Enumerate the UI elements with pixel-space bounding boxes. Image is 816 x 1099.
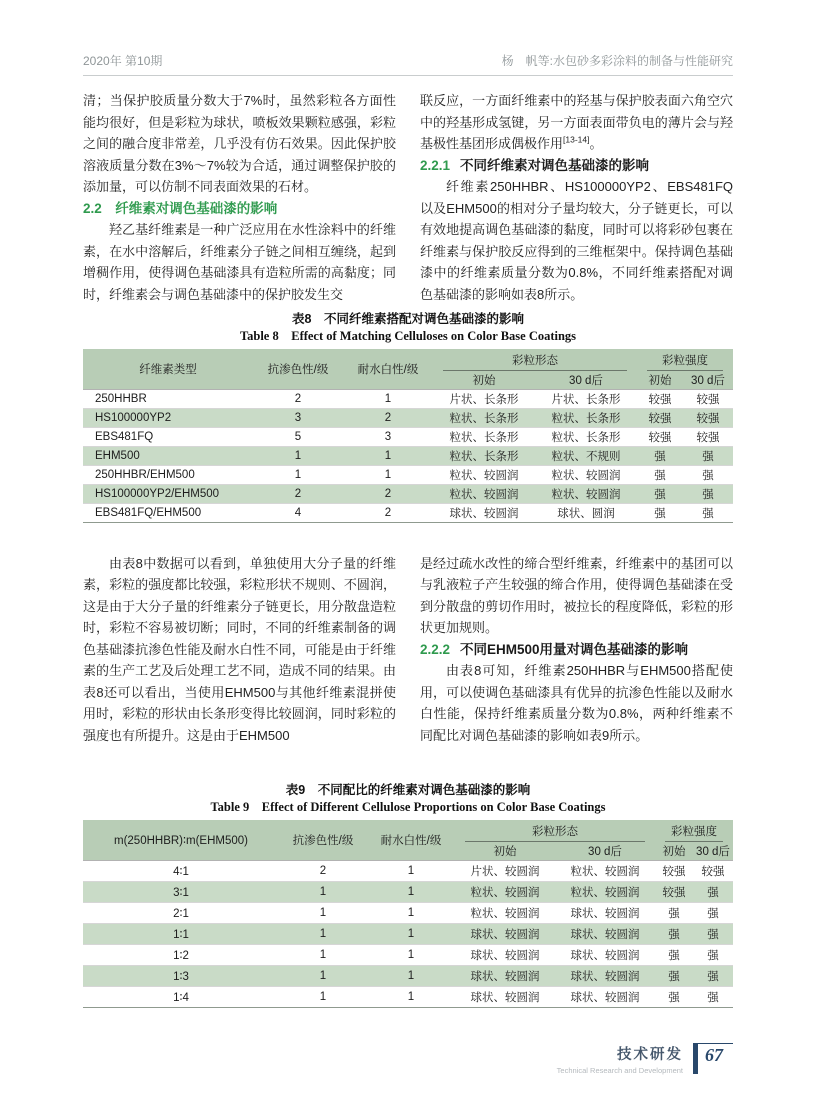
table-cell: 1∶4	[83, 986, 279, 1007]
section-heading-2-2-2	[420, 639, 733, 661]
table-cell: 1	[343, 389, 433, 408]
section-heading-2-2-1	[420, 155, 733, 177]
table-cell: EHM500	[83, 446, 253, 465]
column-group-header	[455, 820, 655, 842]
table-cell: 球状、较圆润	[433, 503, 535, 522]
table-8-header	[83, 349, 733, 389]
table-cell: 3	[253, 408, 343, 427]
table-cell: 强	[693, 923, 733, 944]
table-cell: 粒状、较圆润	[455, 881, 555, 902]
table-cell: 强	[693, 986, 733, 1007]
table-cell: 2	[253, 484, 343, 503]
table-cell: 1	[279, 881, 367, 902]
table-cell: 1	[367, 944, 455, 965]
table-8-block	[83, 311, 733, 523]
table-cell: 3∶1	[83, 881, 279, 902]
sub-header: 初始	[655, 842, 693, 860]
table-8	[83, 349, 733, 523]
table-cell: 2	[253, 389, 343, 408]
heading-number: 2.2.2	[420, 641, 451, 657]
column-left	[83, 553, 396, 747]
table-row	[83, 923, 733, 944]
table-cell: EBS481FQ/EHM500	[83, 503, 253, 522]
table-row	[83, 902, 733, 923]
table-row	[83, 446, 733, 465]
table-cell: 1	[253, 465, 343, 484]
page-number: 67	[698, 1043, 733, 1074]
table-cell: 2∶1	[83, 902, 279, 923]
table-row	[83, 503, 733, 522]
header-issue: 2020年 第10期	[83, 54, 163, 68]
table-cell: 强	[683, 484, 733, 503]
text-section-1	[83, 90, 733, 305]
table-9-body	[83, 860, 733, 1007]
table-cell: 球状、较圆润	[455, 923, 555, 944]
table-cell: 2	[343, 503, 433, 522]
paragraph: 由表8可知，纤维素250HHBR与EHM500搭配使用，可以使调色基础漆具有优异的抗渗色性能以及耐水白性能，保持纤维素质量分数为0.8%，两种纤维素不同配比对调色基础漆的影响如表9所示。	[420, 663, 733, 743]
table-cell: HS100000YP2	[83, 408, 253, 427]
table-cell: 球状、较圆润	[455, 944, 555, 965]
footer-section-zh: 技术研发	[617, 1047, 683, 1063]
text-section-2	[83, 553, 733, 747]
header-running-title: 杨 帆等:水包砂多彩涂料的制备与性能研究	[501, 54, 733, 68]
table-cell: 强	[683, 503, 733, 522]
sub-header: 30 d后	[683, 371, 733, 389]
sub-header: 初始	[637, 371, 683, 389]
table-cell: 强	[637, 465, 683, 484]
table-cell: 强	[693, 902, 733, 923]
sub-header: 初始	[433, 371, 535, 389]
table-cell: 1	[279, 944, 367, 965]
table-cell: 1	[279, 923, 367, 944]
table-cell: 1	[253, 446, 343, 465]
table-cell: 2	[343, 408, 433, 427]
table-cell: 较强	[637, 408, 683, 427]
column-group-header	[655, 820, 733, 842]
table-cell: 粒状、长条形	[433, 408, 535, 427]
column-header: 抗渗色性/级	[253, 349, 343, 389]
paragraph: 是经过疏水改性的缔合型纤维素，纤维素中的基团可以与乳液粒子产生较强的缔合作用，使得调色基础漆在受到分散盘的剪切作用时，被拉长的程度降低，彩粒的形状更加规则。	[420, 555, 733, 635]
column-header: 抗渗色性/级	[279, 820, 367, 860]
table-cell: 较强	[655, 860, 693, 881]
table-cell: 片状、较圆润	[455, 860, 555, 881]
sub-header: 30 d后	[693, 842, 733, 860]
section-heading-2-2: 2.2 纤维素对调色基础漆的影响	[83, 200, 278, 216]
table-cell: 球状、圆润	[535, 503, 637, 522]
table-cell: 5	[253, 427, 343, 446]
table-9-block	[83, 782, 733, 1008]
column-right	[420, 553, 733, 747]
table-cell: 2	[343, 484, 433, 503]
column-header: m(250HHBR)∶m(EHM500)	[83, 820, 279, 860]
paragraph: 羟乙基纤维素是一种广泛应用在水性涂料中的纤维素，在水中溶解后，纤维素分子链之间相互缠绕，起到增稠作用，使得调色基础漆具有造粒所需的高黏度；同时，纤维素会与调色基础漆中的保护胶发生交	[83, 222, 396, 302]
table-cell: 粒状、较圆润	[433, 484, 535, 503]
table-cell: 250HHBR	[83, 389, 253, 408]
table-cell: 强	[655, 902, 693, 923]
table-cell: 强	[693, 881, 733, 902]
table-cell: EBS481FQ	[83, 427, 253, 446]
table-cell: 强	[655, 965, 693, 986]
table-cell: 较强	[637, 427, 683, 446]
column-header: 耐水白性/级	[343, 349, 433, 389]
footer-page	[693, 1043, 733, 1074]
table-cell: 粒状、长条形	[433, 427, 535, 446]
column-left	[83, 90, 396, 305]
table-cell: 粒状、长条形	[433, 446, 535, 465]
table-row	[83, 986, 733, 1007]
table-cell: 3	[343, 427, 433, 446]
table-cell: 粒状、较圆润	[535, 465, 637, 484]
sub-header: 30 d后	[555, 842, 655, 860]
table-cell: 片状、长条形	[535, 389, 637, 408]
table-cell: 球状、较圆润	[455, 965, 555, 986]
table-cell: 强	[637, 446, 683, 465]
table-cell: 强	[693, 965, 733, 986]
table-9-header	[83, 820, 733, 860]
table-cell: 1	[367, 860, 455, 881]
table-cell: 250HHBR/EHM500	[83, 465, 253, 484]
table-cell: 粒状、较圆润	[555, 860, 655, 881]
table-row	[83, 484, 733, 503]
table-cell: 1	[279, 902, 367, 923]
table-cell: 粒状、长条形	[535, 408, 637, 427]
table-row	[83, 408, 733, 427]
table-cell: 强	[637, 503, 683, 522]
column-header: 纤维素类型	[83, 349, 253, 389]
page-footer	[557, 1043, 733, 1075]
table-cell: 球状、较圆润	[555, 944, 655, 965]
header-rule	[83, 75, 733, 76]
paragraph: 纤维素250HHBR、HS100000YP2、EBS481FQ以及EHM500的相对分子量均较大，分子链更长，可以有效地提高调色基础漆的黏度，同时可以将彩砂包裹在纤维素与保护胶反应得到的三维框架中。保持调色基础漆中的纤维素质量分数为0.8%，不同纤维素搭配对调色基础漆的影响如表8所示。	[420, 179, 733, 302]
table-9-title-en: Table 9 Effect of Different Cellulose Proportions on Color Base Coatings	[210, 800, 606, 814]
table-cell: 1∶1	[83, 923, 279, 944]
table-cell: 2	[279, 860, 367, 881]
table-cell: 较强	[693, 860, 733, 881]
paragraph: 由表8中数据可以看到，单独使用大分子量的纤维素，彩粒的强度都比较强，彩粒形状不规则、不圆润，这是由于大分子量的纤维素分子链更长，用分散盘造粒时，彩粒不容易被切断；同时，不同的纤维素制备的调色基础漆抗渗色性能及耐水白性不同，可能是由于纤维素的生产工艺及后处理工艺不同，造成不同的结果。由表8还可以看出，当使用EHM500与其他纤维素混拼使用时，彩粒的形状由长条形变得比较圆润，同时彩粒的强度也有所提升。这是由于EHM500	[83, 555, 396, 743]
table-row	[83, 944, 733, 965]
table-row	[83, 881, 733, 902]
table-cell: 1	[367, 902, 455, 923]
footer-section-label	[557, 1043, 683, 1075]
column-right	[420, 90, 733, 305]
table-cell: 1	[279, 965, 367, 986]
table-cell: 粒状、长条形	[535, 427, 637, 446]
table-cell: 球状、较圆润	[455, 986, 555, 1007]
sub-header: 初始	[455, 842, 555, 860]
paragraph	[420, 90, 733, 155]
table-cell: 粒状、不规则	[535, 446, 637, 465]
table-row	[83, 965, 733, 986]
table-9-title-zh: 表9 不同配比的纤维素对调色基础漆的影响	[285, 783, 531, 797]
table-cell: 片状、长条形	[433, 389, 535, 408]
table-cell: 强	[655, 923, 693, 944]
table-cell: 球状、较圆润	[555, 965, 655, 986]
column-header: 耐水白性/级	[367, 820, 455, 860]
table-cell: 1	[279, 986, 367, 1007]
table-8-title-zh: 表8 不同纤维素搭配对调色基础漆的影响	[292, 312, 524, 326]
group-header-label: 彩粒形态	[465, 820, 645, 842]
table-cell: 球状、较圆润	[555, 923, 655, 944]
table-cell: 强	[637, 484, 683, 503]
column-group-header	[433, 349, 637, 371]
table-cell: 1∶3	[83, 965, 279, 986]
table-9	[83, 820, 733, 1008]
table-8-body	[83, 389, 733, 522]
citation-ref: [13-14]	[563, 134, 590, 145]
table-cell: 强	[693, 944, 733, 965]
heading-text: 不同EHM500用量对调色基础漆的影响	[460, 641, 689, 657]
table-row	[83, 860, 733, 881]
table-cell: 4	[253, 503, 343, 522]
table-cell: 1	[367, 986, 455, 1007]
table-cell: 球状、较圆润	[555, 986, 655, 1007]
table-cell: 1	[367, 923, 455, 944]
footer-section-en: Technical Research and Development	[556, 1066, 683, 1075]
page-header	[83, 0, 733, 69]
table-8-title-en: Table 8 Effect of Matching Celluloses on Color Base Coatings	[239, 329, 577, 343]
table-cell: 较强	[683, 408, 733, 427]
table-cell: HS100000YP2/EHM500	[83, 484, 253, 503]
paragraph-text: 。	[589, 136, 603, 151]
table-cell: 较强	[683, 427, 733, 446]
table-cell: 较强	[683, 389, 733, 408]
table-cell: 强	[683, 446, 733, 465]
group-header-label: 彩粒形态	[443, 349, 627, 371]
table-cell: 较强	[655, 881, 693, 902]
table-row	[83, 465, 733, 484]
paragraph: 清；当保护胶质量分数大于7%时，虽然彩粒各方面性能均很好，但是彩粒为球状，喷板效果颗粒感强，彩粒之间的融合度非常差，几乎没有仿石效果。因此保护胶溶液质量分数在3%～7%较为合适，通过调整保护胶的添加量，可以仿制不同表面效果的石材。	[83, 93, 396, 194]
sub-header: 30 d后	[535, 371, 637, 389]
table-cell: 1	[343, 446, 433, 465]
table-cell: 强	[655, 986, 693, 1007]
table-cell: 强	[655, 944, 693, 965]
group-header-label: 彩粒强度	[665, 820, 723, 842]
table-row	[83, 389, 733, 408]
table-cell: 1	[343, 465, 433, 484]
heading-text: 不同纤维素对调色基础漆的影响	[460, 157, 650, 173]
table-row	[83, 427, 733, 446]
table-cell: 粒状、较圆润	[535, 484, 637, 503]
table-cell: 4∶1	[83, 860, 279, 881]
table-cell: 1∶2	[83, 944, 279, 965]
group-header-label: 彩粒强度	[647, 349, 723, 371]
table-cell: 球状、较圆润	[555, 902, 655, 923]
table-cell: 粒状、较圆润	[433, 465, 535, 484]
table-cell: 粒状、较圆润	[555, 881, 655, 902]
heading-number: 2.2.1	[420, 157, 451, 173]
paragraph-text: 联反应，一方面纤维素中的羟基与保护胶表面六角空穴中的羟基形成氢键，另一方面表面带负电的薄片会与羟基极性基团形成偶极作用	[420, 93, 733, 151]
table-cell: 粒状、较圆润	[455, 902, 555, 923]
table-cell: 强	[683, 465, 733, 484]
table-cell: 1	[367, 881, 455, 902]
table-cell: 较强	[637, 389, 683, 408]
table-cell: 1	[367, 965, 455, 986]
column-group-header	[637, 349, 733, 371]
